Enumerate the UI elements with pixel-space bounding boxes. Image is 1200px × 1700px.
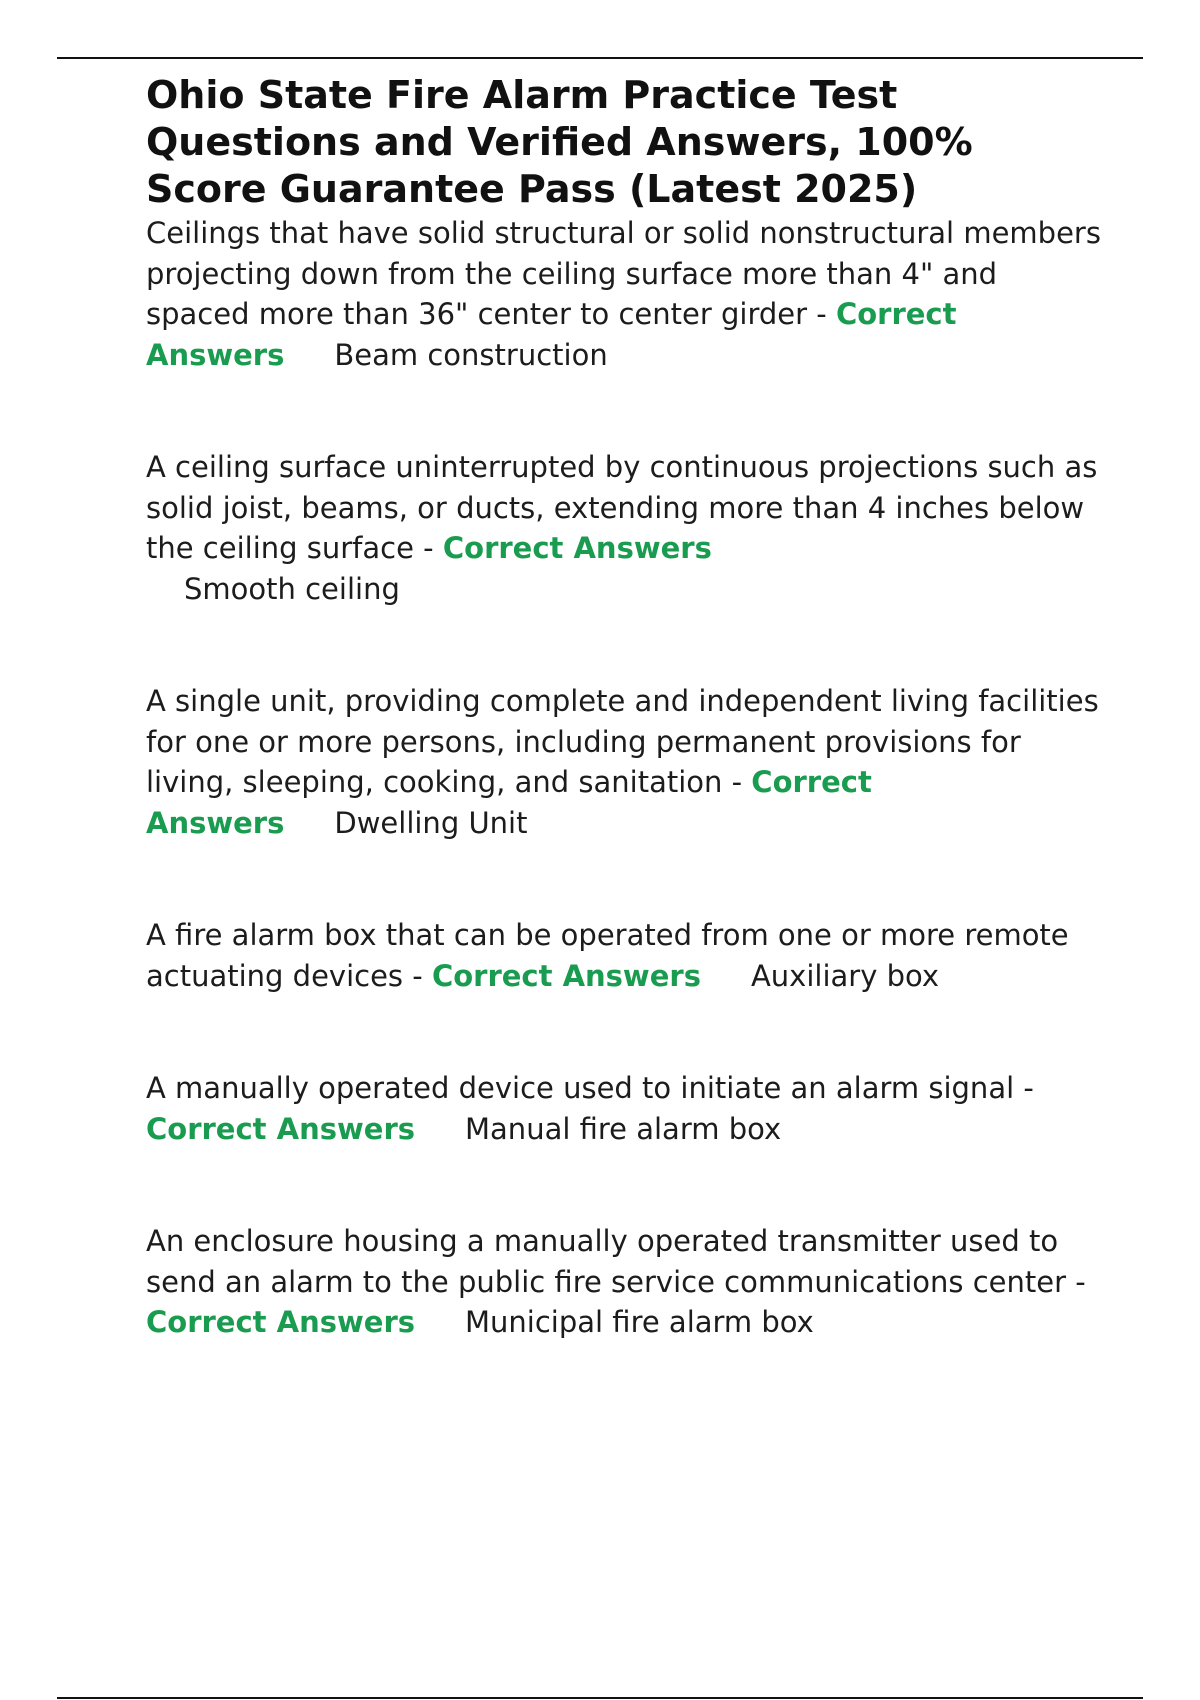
answer-text: Beam construction [334, 337, 608, 372]
separator: - [413, 531, 443, 565]
qa-item [146, 681, 1106, 843]
separator: - [1014, 1071, 1034, 1105]
question-text: An enclosure housing a manually operated transmitter used to send an alarm to the public fire service communications center [146, 1224, 1067, 1299]
qa-item [146, 1068, 1106, 1149]
separator: - [807, 297, 836, 331]
correct-answers-label: Correct Answers [146, 765, 872, 840]
question-text: Ceilings that have solid structural or solid nonstructural members projecting down from the ceiling surface more than 4" and spaced more than 36" center to center girder [146, 216, 1101, 331]
document-body [146, 72, 1106, 1415]
document-title: Ohio State Fire Alarm Practice Test Questions and Verified Answers, 100% Score Guarantee Pass (Latest 2025) [146, 73, 973, 211]
answer-text: Smooth ceiling [184, 571, 400, 606]
correct-answers-label: Correct Answers [146, 1111, 416, 1146]
correct-answers-label: Correct Answers [146, 1305, 416, 1339]
top-rule [57, 57, 1143, 59]
separator: - [403, 958, 432, 993]
question-text: A manually operated device used to initiate an alarm signal [146, 1071, 1015, 1105]
correct-answers-label: Correct Answers [146, 297, 957, 372]
question-text: A fire alarm box that can be operated from one or more remote actuating devices [146, 918, 1069, 993]
separator: - [722, 765, 752, 799]
qa-item [146, 915, 1106, 996]
answer-text: Dwelling Unit [334, 805, 528, 840]
qa-item [146, 447, 1106, 609]
question-text: A single unit, providing complete and independent living facilities for one or more persons, including permanent provisions for living, sleeping, cooking, and sanitation [146, 684, 1099, 799]
correct-answers-label: Correct Answers [431, 958, 701, 993]
qa-item [146, 1221, 1106, 1343]
answer-text: Municipal fire alarm box [465, 1305, 814, 1339]
qa-item [146, 213, 1106, 375]
question-text: A ceiling surface uninterrupted by continuous projections such as solid joist, beams, or ducts, extending more than 4 inches below the ceiling surface [146, 450, 1098, 565]
correct-answers-label: Correct Answers [442, 531, 712, 565]
answer-text: Manual fire alarm box [465, 1111, 782, 1146]
separator: - [1066, 1264, 1086, 1299]
answer-text: Auxiliary box [750, 958, 940, 993]
bottom-rule [57, 1697, 1143, 1699]
